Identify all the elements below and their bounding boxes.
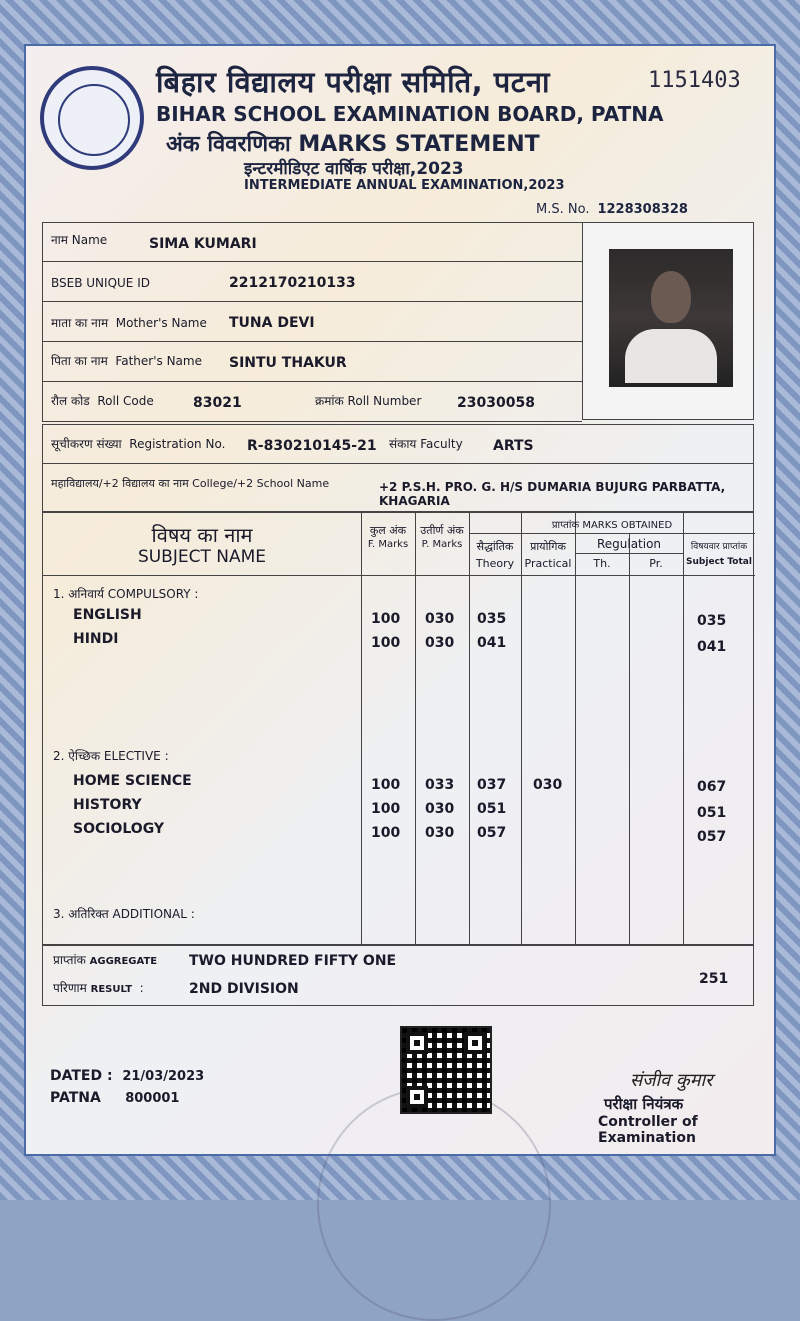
registration-row <box>42 424 754 464</box>
aggregate-label-hi: प्राप्तांक <box>53 953 86 967</box>
board-name-english: BIHAR SCHOOL EXAMINATION BOARD, PATNA <box>156 102 664 126</box>
roll-code-label-hi: रौल कोड <box>51 394 90 408</box>
student-name: SIMA KUMARI <box>149 236 257 252</box>
compulsory-label: 1. अनिवार्य COMPULSORY : <box>53 587 199 601</box>
roll-code-label-en: Roll Code <box>97 394 154 408</box>
faculty-label-hi: संकाय <box>389 437 417 451</box>
statement-title-english: MARKS STATEMENT <box>298 132 540 157</box>
roll-row <box>42 382 582 422</box>
pass-marks-hi: उतीर्ण अंक <box>420 524 464 537</box>
student-photo <box>582 222 754 420</box>
serial-number: 1151403 <box>648 68 741 93</box>
regulation-th: Th. <box>593 557 611 570</box>
result-label-en: RESULT <box>90 984 133 995</box>
qr-code <box>400 1026 492 1114</box>
aggregate-words: TWO HUNDRED FIFTY ONE <box>189 953 397 969</box>
father-row <box>42 342 582 382</box>
practical-hi: प्रायोगिक <box>530 540 566 553</box>
regulation-pr: Pr. <box>649 557 663 570</box>
statement-title <box>166 128 540 158</box>
marks-obtained-header: प्राप्तांक MARKS OBTAINED <box>551 520 673 531</box>
elective-label: 2. ऐच्छिक ELECTIVE : <box>53 749 169 763</box>
board-seal-logo <box>40 66 144 170</box>
controller-title-hi: परीक्षा नियंत्रक <box>604 1095 684 1113</box>
aggregate-total: 251 <box>699 971 729 987</box>
mother-label-en: Mother's Name <box>115 316 207 330</box>
college-row <box>42 464 754 512</box>
theory-en: Theory <box>475 557 515 570</box>
name-row <box>42 222 582 262</box>
regulation-header: Regulation <box>596 537 662 551</box>
name-label-en: Name <box>71 233 108 247</box>
statement-title-hindi: अंक विवरणिका <box>166 132 291 157</box>
issue-date: 21/03/2023 <box>122 1069 205 1084</box>
pin-code: 800001 <box>125 1091 180 1106</box>
name-label-hi: नाम <box>51 233 68 247</box>
additional-label: 3. अतिरिक्त ADDITIONAL : <box>53 907 195 921</box>
dated-label: DATED : <box>50 1068 113 1084</box>
unique-id: 2212170210133 <box>229 275 356 291</box>
theory-hi: सैद्धांतिक <box>476 540 514 553</box>
roll-number-label-en: Roll Number <box>347 394 422 408</box>
controller-title-en: Controller of Examination <box>598 1114 698 1146</box>
dated-block <box>50 1068 204 1106</box>
controller-signature: संजीव कुमार <box>630 1070 713 1091</box>
mother-name: TUNA DEVI <box>229 315 315 331</box>
faculty-label-en: Faculty <box>420 437 463 451</box>
father-label-hi: पिता का नाम <box>51 354 108 368</box>
mother-row <box>42 302 582 342</box>
full-marks-en: F. Marks <box>367 539 409 550</box>
exam-name-english: INTERMEDIATE ANNUAL EXAMINATION,2023 <box>244 178 565 193</box>
college-label: महाविद्यालय/+2 विद्यालय का नाम College/+2 School Name <box>51 477 330 490</box>
registration-label-hi: सूचीकरण संख्या <box>51 437 122 451</box>
marks-table: विषय का नाम SUBJECT NAME कुल अंक F. Marks उतीर्ण अंक P. Marks प्राप्तांक MARKS OBTAINED सैद्धांतिक Theory प्रायोगिक Practical Regulation Th. Pr. विषयवार प्राप्तांक Subject Total 1. अनिवार्य COMPULSORY : ENGLISH 100 030 035 035 HINDI 100 030 041 041 2. ऐच्छिक ELECTIVE : HOME SCIENCE 100 033 037 030 067 HISTORY 100 030 051 051 SOCIOLOGY 100 030 057 057 3. अतिरिक्त ADDITIONAL : <box>42 512 754 946</box>
aggregate-box: प्राप्तांक AGGREGATE TWO HUNDRED FIFTY ONE परिणाम RESULT : 2ND DIVISION 251 <box>42 944 754 1006</box>
roll-number: 23030058 <box>457 395 535 411</box>
aggregate-label-en: AGGREGATE <box>89 956 158 967</box>
result-value: 2ND DIVISION <box>189 981 299 997</box>
pass-marks-en: P. Marks <box>421 539 463 550</box>
ms-number-value: 1228308328 <box>597 202 688 217</box>
issue-place: PATNA <box>50 1090 101 1106</box>
watermark-stamp <box>317 1087 551 1321</box>
subject-total-hi: विषयवार प्राप्तांक <box>690 542 748 552</box>
full-marks-hi: कुल अंक <box>369 524 407 537</box>
roll-number-label-hi: क्रमांक <box>315 394 344 408</box>
board-name-hindi: बिहार विद्यालय परीक्षा समिति, पटना <box>156 65 550 99</box>
father-label-en: Father's Name <box>115 354 202 368</box>
exam-name-hindi: इन्टरमीडिएट वार्षिक परीक्षा,2023 <box>244 159 464 179</box>
registration-no: R-830210145-21 <box>247 438 377 454</box>
subject-header-en: SUBJECT NAME <box>137 547 267 567</box>
subject-header-hi: विषय का नाम <box>151 523 253 547</box>
result-label-hi: परिणाम <box>53 981 87 995</box>
unique-id-row <box>42 262 582 302</box>
practical-en: Practical <box>524 557 572 570</box>
subject-total-en: Subject Total <box>686 557 752 567</box>
mother-label-hi: माता का नाम <box>51 316 109 330</box>
registration-label-en: Registration No. <box>129 437 226 451</box>
father-name: SINTU THAKUR <box>229 355 347 371</box>
ms-number-label: M.S. No. <box>536 202 590 217</box>
faculty: ARTS <box>493 438 534 454</box>
marks-statement-sheet <box>24 44 776 1156</box>
college-name: +2 P.S.H. PRO. G. H/S DUMARIA BUJURG PARBATTA, KHAGARIA <box>379 480 726 508</box>
roll-code: 83021 <box>193 395 242 411</box>
unique-id-label: BSEB UNIQUE ID <box>51 276 150 290</box>
ms-number <box>536 202 688 217</box>
